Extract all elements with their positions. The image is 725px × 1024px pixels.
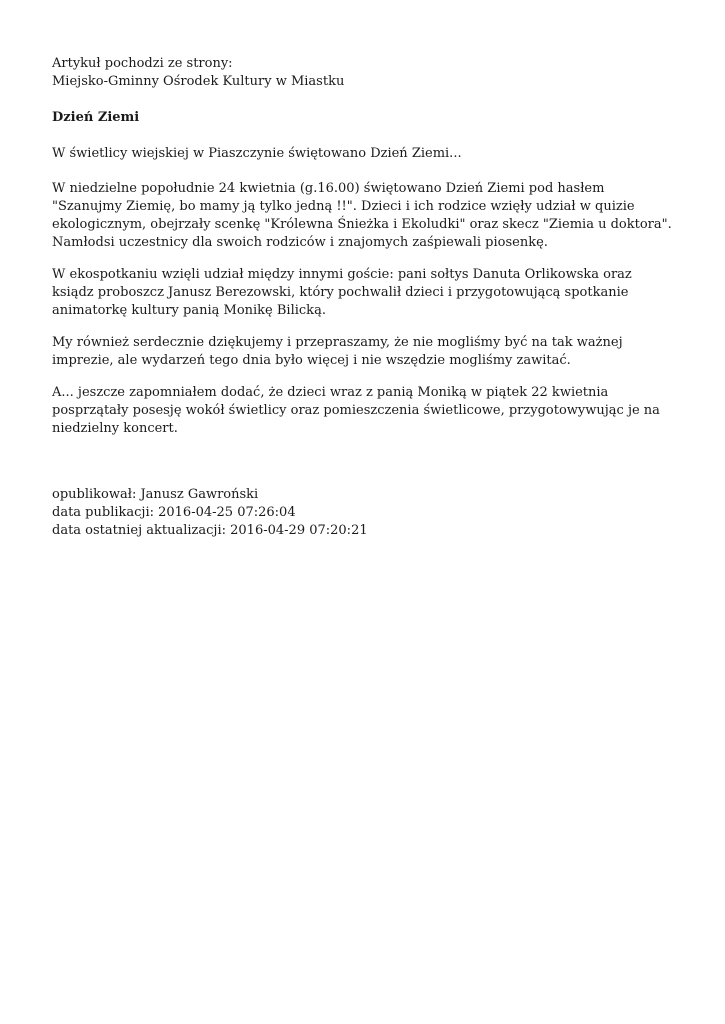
article-paragraph: A... jeszcze zapomniałem dodać, że dzieci wraz z panią Moniką w piątek 22 kwietnia posprzątały posesję wokół świetlicy oraz pomieszczenia świetlicowe, przygotowywując je na niedzielny koncert. (52, 385, 660, 436)
updated-date: data ostatniej aktualizacji: 2016-04-29 07:20:21 (52, 523, 368, 538)
publication-meta (52, 486, 672, 540)
published-date: data publikacji: 2016-04-25 07:26:04 (52, 505, 296, 520)
article-paragraph: My również serdecznie dziękujemy i przepraszamy, że nie mogliśmy być na tak ważnej imprezie, ale wydarzeń tego dnia było więcej i nie wszędzie mogliśmy zawitać. (52, 335, 623, 368)
article-paragraph: W ekospotkaniu wzięli udział między innymi goście: pani sołtys Danuta Orlikowska oraz ksiądz proboszcz Janusz Berezowski, który pochwalił dzieci i przygotowującą spotkanie animatorkę kultury panią Monikę Bilicką. (52, 267, 632, 318)
article-paragraph: W świetlicy wiejskiej w Piaszczynie świętowano Dzień Ziemi... (52, 146, 462, 161)
source-name: Miejsko-Gminny Ośrodek Kultury w Miastku (52, 74, 345, 89)
source-label: Artykuł pochodzi ze strony: (52, 56, 233, 71)
author-line: opublikował: Janusz Gawroński (52, 487, 259, 502)
article-title: Dzień Ziemi (52, 110, 140, 125)
source-info (52, 55, 672, 91)
document-page (52, 55, 672, 540)
article-paragraph: W niedzielne popołudnie 24 kwietnia (g.16.00) świętowano Dzień Ziemi pod hasłem "Szanujmy Ziemię, bo mamy ją tylko jedną !!". Dzieci i ich rodzice wzięły udział w quizie ekologicznym, obejrzały scenkę "Królewna Śnieżka i Ekoludki" oraz skecz "Ziemia u doktora". Namłodsi uczestnicy dla swoich rodziców i znajomych zaśpiewali piosenkę. (52, 181, 672, 250)
article-body (52, 145, 672, 438)
